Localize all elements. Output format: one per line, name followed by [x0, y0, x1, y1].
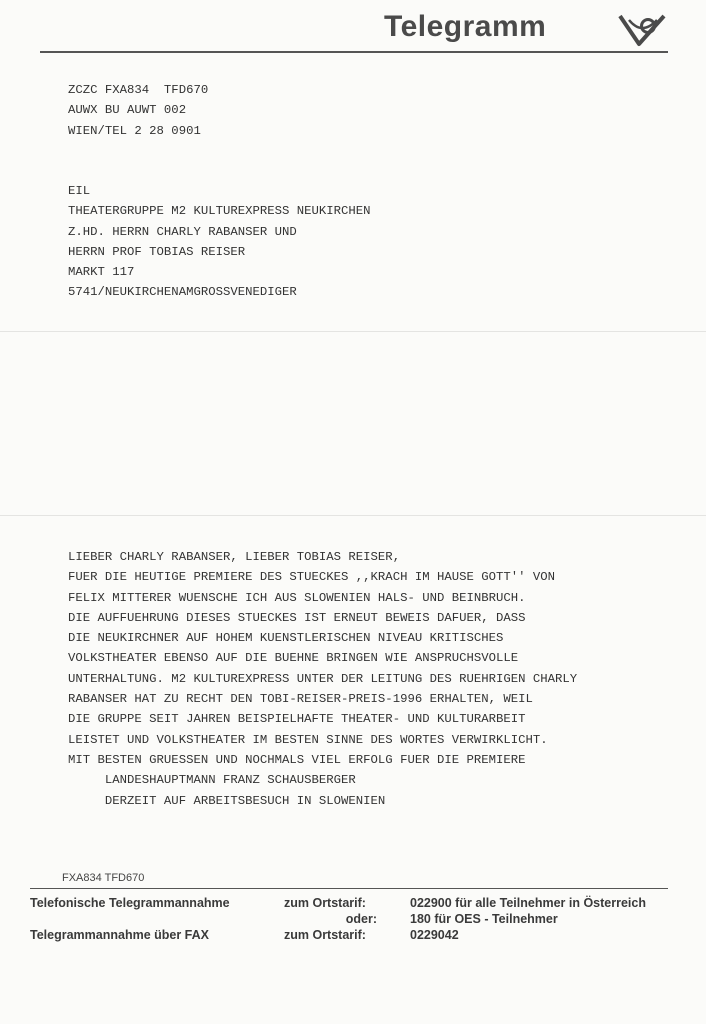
message-line: VOLKSTHEATER EBENSO AUF DIE BUEHNE BRINGEN WIE ANSPRUCHSVOLLE — [68, 651, 519, 666]
fold-line — [0, 331, 706, 332]
fax-rate-label: zum Ortstarif: — [284, 928, 366, 942]
fax-number: 0229042 — [410, 928, 459, 942]
message-line: LIEBER CHARLY RABANSER, LIEBER TOBIAS REISER, — [68, 550, 401, 564]
telegramm-title: Telegramm — [384, 10, 547, 43]
routing-block — [68, 80, 208, 141]
message-line: FUER DIE HEUTIGE PREMIERE DES STUECKES ,,KRACH IM HAUSE GOTT'' VON — [68, 570, 556, 585]
header-rule — [40, 51, 668, 53]
message-line: LANDESHAUPTMANN FRANZ SCHAUSBERGER — [68, 773, 356, 788]
message-line: DIE GRUPPE SEIT JAHREN BEISPIELHAFTE THEATER- UND KULTURARBEIT — [68, 712, 526, 727]
address-line: HERRN PROF TOBIAS REISER — [68, 244, 246, 259]
phone-number: 022900 für alle Teilnehmer in Österreich — [410, 896, 646, 910]
address-line: 5741/NEUKIRCHENAMGROSSVENEDIGER — [68, 285, 297, 300]
address-block — [68, 181, 371, 303]
message-line: DIE NEUKIRCHNER AUF HOHEM KUENSTLERISCHEN NIVEAU KRITISCHES — [68, 631, 504, 646]
message-line: MIT BESTEN GRUESSEN UND NOCHMALS VIEL ERFOLG FUER DIE PREMIERE — [68, 752, 526, 767]
message-line: FELIX MITTERER WUENSCHE ICH AUS SLOWENIEN HALS- UND BEINBRUCH. — [68, 590, 526, 605]
oes-number: 180 für OES - Teilnehmer — [410, 912, 558, 926]
or-label: oder: — [345, 912, 377, 926]
message-line: DIE AUFFUEHRUNG DIESES STUECKES IST ERNEUT BEWEIS DAFUER, DASS — [68, 610, 526, 625]
post-horn-logo-icon — [617, 12, 667, 48]
phone-label: Telefonische Telegrammannahme — [30, 896, 230, 910]
address-line: EIL — [68, 184, 91, 198]
fold-line — [0, 515, 706, 516]
routing-line: AUWX BU AUWT 002 — [68, 103, 187, 118]
message-line: UNTERHALTUNG. M2 KULTUREXPRESS UNTER DER LEITUNG DES RUEHRIGEN CHARLY — [68, 671, 578, 686]
message-block — [68, 547, 577, 811]
footer-code: FXA834 TFD670 — [62, 872, 145, 884]
footer-rule — [30, 888, 668, 889]
phone-rate-label: zum Ortstarif: — [284, 896, 366, 910]
message-line: LEISTET UND VOLKSTHEATER IM BESTEN SINNE DES WORTES VERWIRKLICHT. — [68, 732, 548, 747]
fax-label: Telegrammannahme über FAX — [30, 928, 209, 942]
routing-line: ZCZC FXA834 TFD670 — [68, 83, 209, 97]
message-line: DERZEIT AUF ARBEITSBESUCH IN SLOWENIEN — [68, 793, 386, 808]
address-line: MARKT 117 — [68, 265, 135, 280]
routing-line: WIEN/TEL 2 28 0901 — [68, 123, 201, 138]
address-line: THEATERGRUPPE M2 KULTUREXPRESS NEUKIRCHEN — [68, 204, 371, 219]
message-line: RABANSER HAT ZU RECHT DEN TOBI-REISER-PREIS-1996 ERHALTEN, WEIL — [68, 692, 533, 707]
address-line: Z.HD. HERRN CHARLY RABANSER UND — [68, 224, 297, 239]
